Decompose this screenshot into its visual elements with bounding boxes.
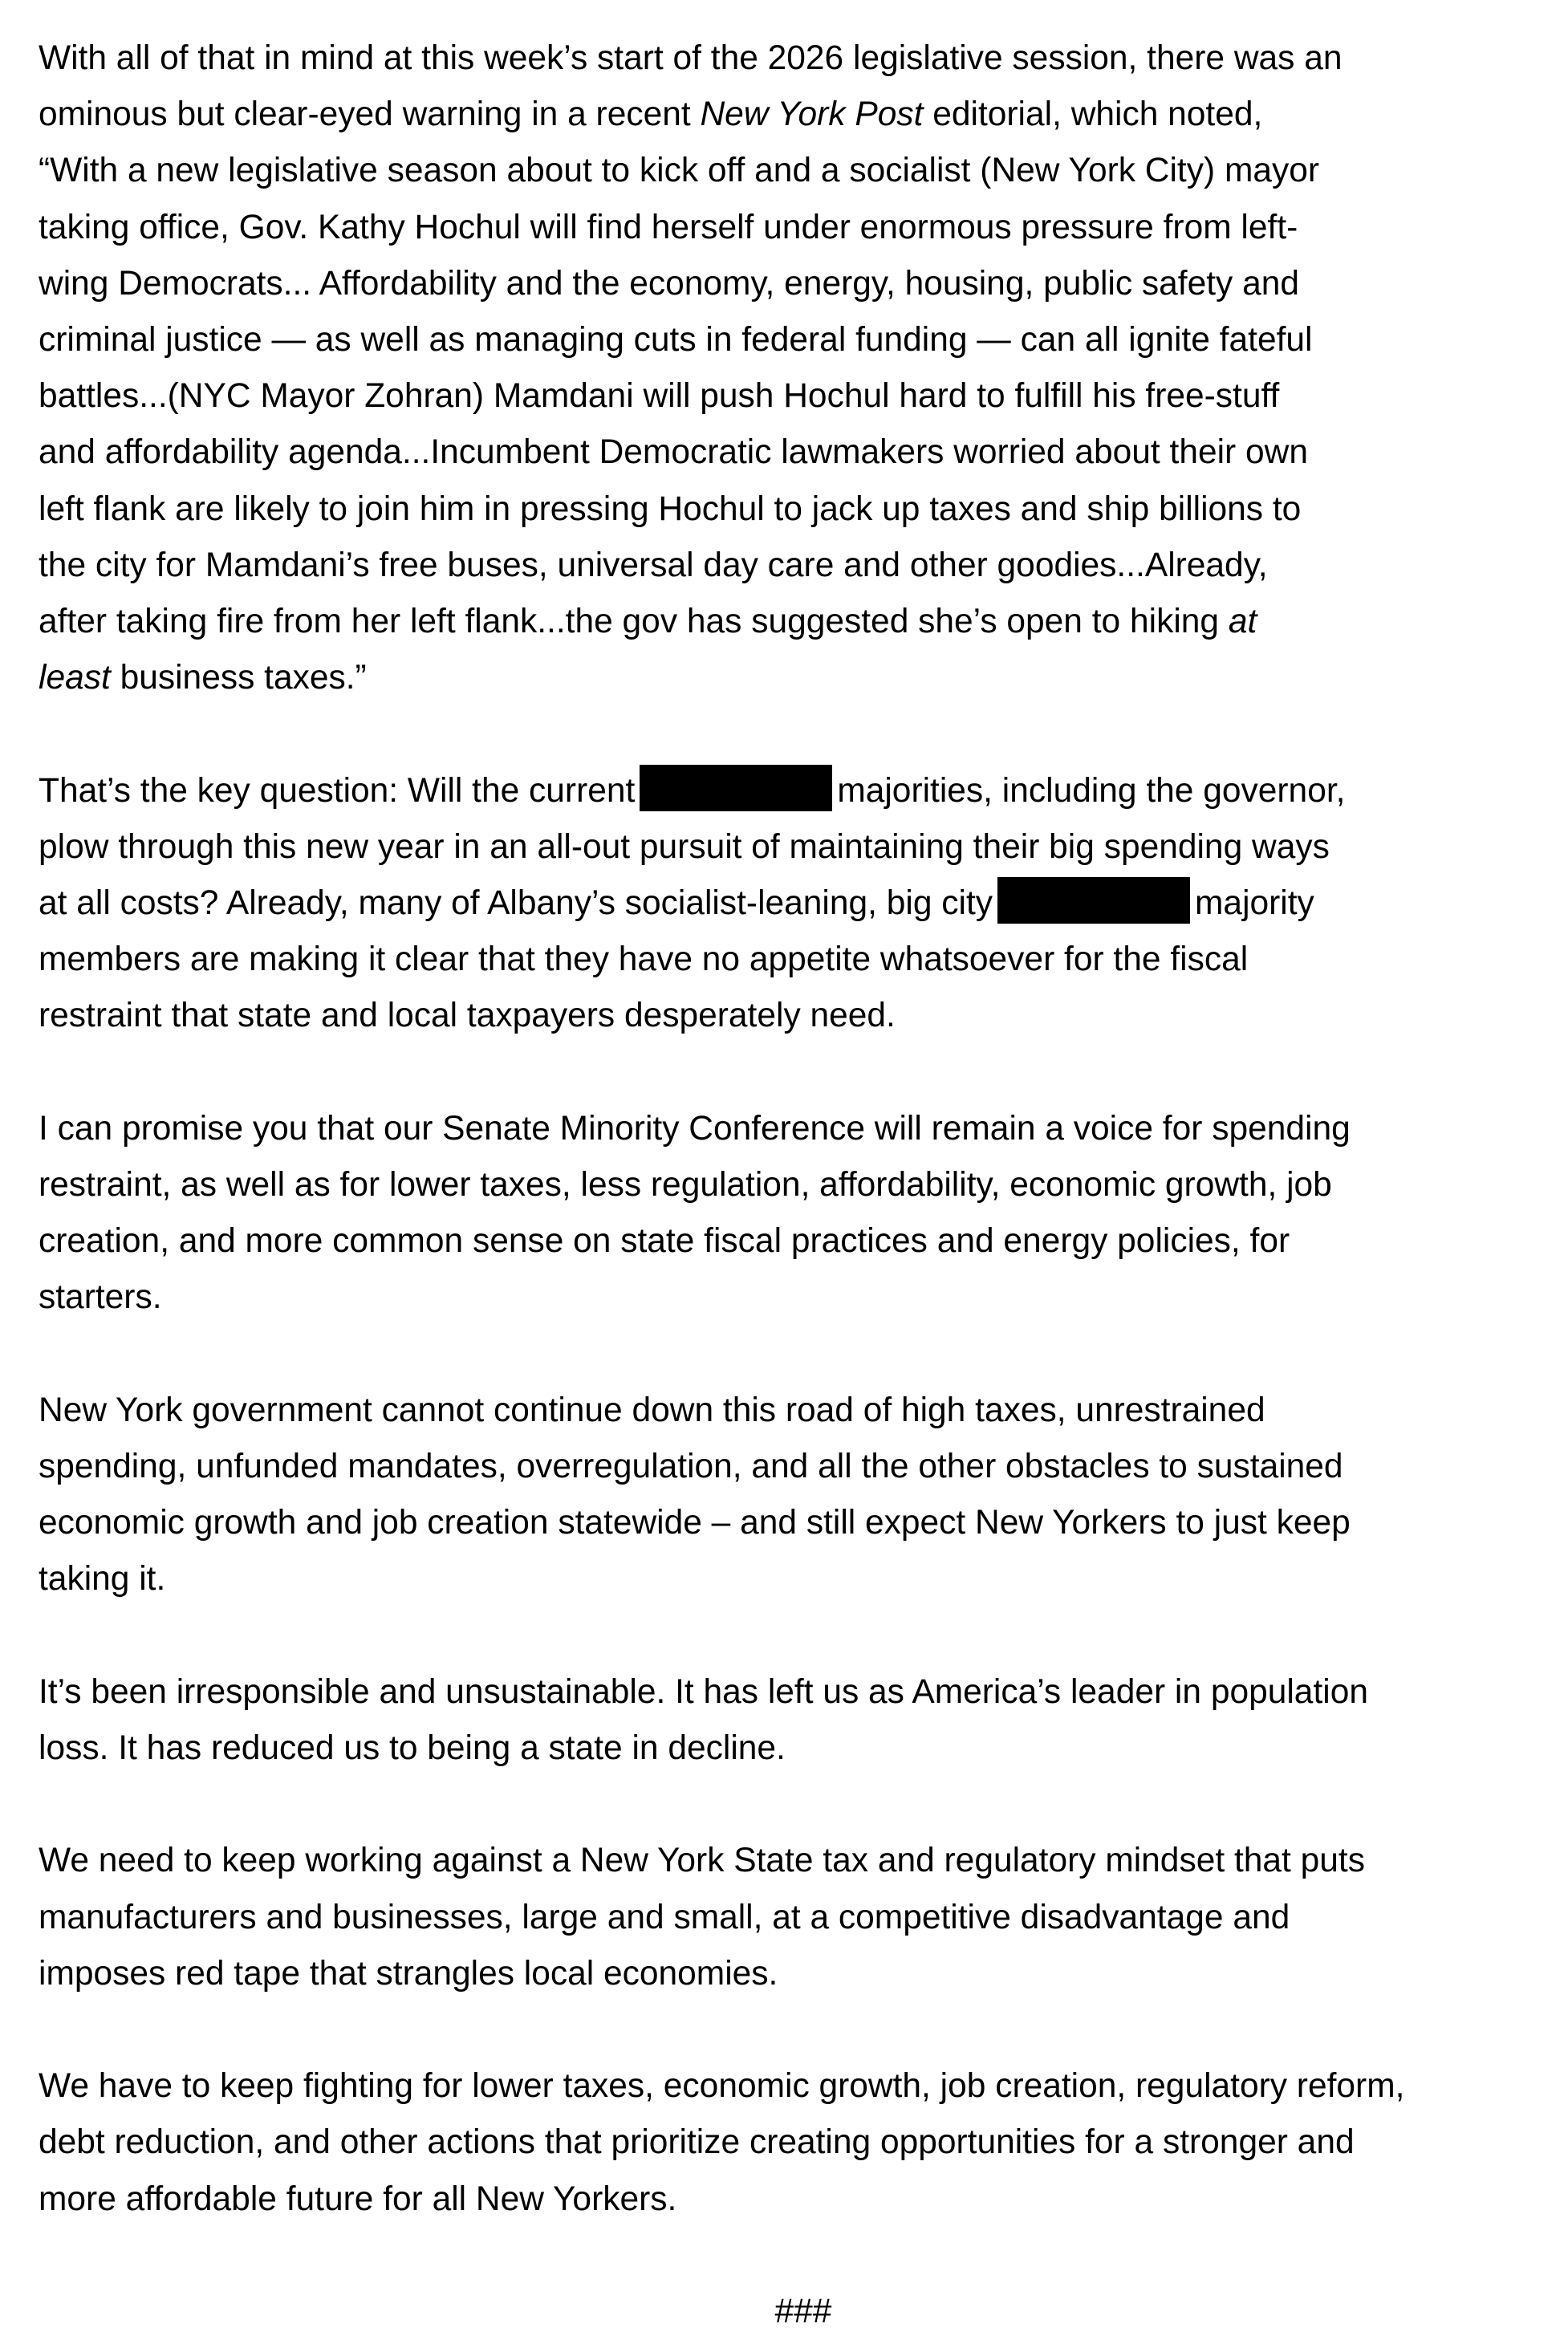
text-line: [39, 763, 1568, 819]
text-line: left flank are likely to join him in pressing Hochul to jack up taxes and ship billions to: [39, 490, 1302, 528]
text-line: restraint, as well as for lower taxes, less regulation, affordability, economic growth, job: [39, 1166, 1332, 1205]
paragraph-3: [39, 1101, 1568, 1326]
text-line: restraint that state and local taxpayers desperately need.: [39, 997, 896, 1035]
paragraph-2: [39, 763, 1568, 1045]
text-line: loss. It has reduced us to being a state in decline.: [39, 1729, 786, 1768]
text-line: the city for Mamdani’s free buses, universal day care and other goodies...Already,: [39, 546, 1268, 584]
text-line: manufacturers and businesses, large and small, at a competitive disadvantage and: [39, 1898, 1290, 1936]
text-line: I can promise you that our Senate Minority Conference will remain a voice for spending: [39, 1109, 1351, 1148]
paragraph-5: [39, 1664, 1568, 1777]
text-line: taking office, Gov. Kathy Hochul will find herself under enormous pressure from left-: [39, 208, 1298, 246]
text-line: battles...(NYC Mayor Zohran) Mamdani will push Hochul hard to fulfill his free-stuff: [39, 377, 1280, 416]
text-segment: majority: [1195, 884, 1314, 923]
paragraph-4: [39, 1383, 1568, 1608]
text-line: “With a new legislative season about to kick off and a socialist (New York City) mayor: [39, 152, 1320, 190]
text-line: plow through this new year in an all-out pursuit of maintaining their big spending ways: [39, 827, 1330, 866]
text-line: creation, and more common sense on state fiscal practices and energy policies, for: [39, 1222, 1290, 1261]
text-line: starters.: [39, 1278, 162, 1317]
text-line: wing Democrats... Affordability and the economy, energy, housing, public safety and: [39, 264, 1300, 303]
text-line: [39, 594, 1568, 650]
text-segment: at all costs? Already, many of Albany’s socialist-leaning, big city: [39, 884, 993, 923]
text-segment: business taxes.”: [110, 659, 367, 697]
text-segment: ominous but clear-eyed warning in a recent: [39, 95, 701, 134]
text-line: We have to keep fighting for lower taxes, economic growth, job creation, regulatory reform,: [39, 2067, 1405, 2106]
text-line: [39, 650, 1568, 706]
text-line: members are making it clear that they have no appetite whatsoever for the fiscal: [39, 940, 1249, 979]
publication-name: New York Post: [700, 95, 924, 134]
paragraph-1: [39, 30, 1568, 706]
text-segment: editorial, which noted,: [923, 95, 1263, 134]
text-line: more affordable future for all New Yorkers.: [39, 2180, 677, 2218]
text-line: debt reduction, and other actions that prioritize creating opportunities for a stronger and: [39, 2123, 1355, 2162]
end-of-release-mark: ###: [774, 2293, 832, 2331]
emphasis-text: at: [1228, 603, 1257, 641]
text-line: [39, 87, 1568, 143]
text-line: spending, unfunded mandates, overregulation, and all the other obstacles to sustained: [39, 1448, 1343, 1486]
document-body: [39, 30, 1568, 2340]
text-line: criminal justice — as well as managing cuts in federal funding — can all ignite fateful: [39, 321, 1313, 360]
text-line: and affordability agenda...Incumbent Democratic lawmakers worried about their own: [39, 433, 1308, 472]
text-line: economic growth and job creation statewide – and still expect New Yorkers to just keep: [39, 1504, 1351, 1542]
text-line: [39, 875, 1568, 932]
text-line: We need to keep working against a New York State tax and regulatory mindset that puts: [39, 1842, 1365, 1880]
redaction-box: [997, 877, 1190, 924]
text-line: taking it.: [39, 1560, 166, 1599]
text-line: It’s been irresponsible and unsustainable. It has left us as America’s leader in population: [39, 1672, 1368, 1711]
text-line: imposes red tape that strangles local economies.: [39, 1954, 778, 1993]
paragraph-7: [39, 2058, 1568, 2228]
paragraph-6: [39, 1833, 1568, 2002]
text-line: New York government cannot continue down this road of high taxes, unrestrained: [39, 1391, 1265, 1429]
text-segment: That’s the key question: Will the current: [39, 771, 636, 810]
text-segment: after taking fire from her left flank...the gov has suggested she’s open to hiking: [39, 603, 1229, 641]
emphasis-text: least: [39, 659, 111, 697]
text-segment: majorities, including the governor,: [837, 771, 1346, 810]
text-line: With all of that in mind at this week’s start of the 2026 legislative session, there was an: [39, 39, 1343, 77]
redaction-box: [640, 765, 832, 811]
